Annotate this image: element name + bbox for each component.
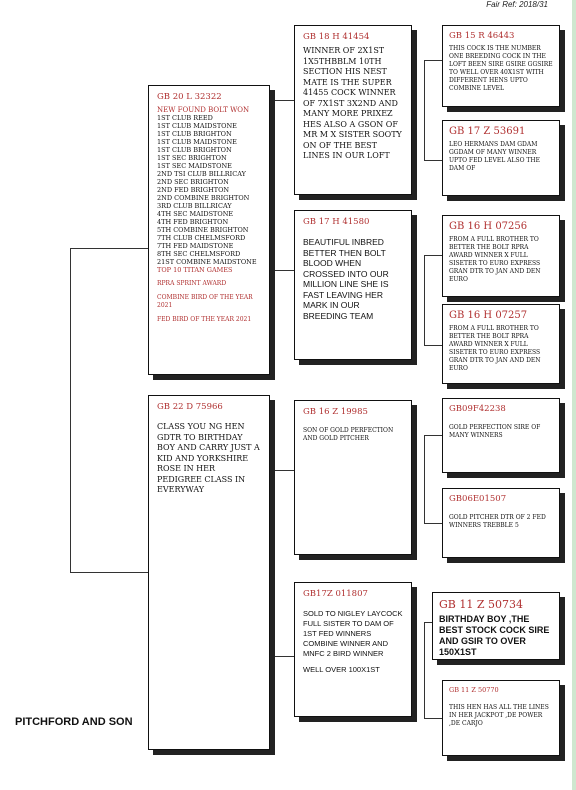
connector-sd-h [270, 270, 294, 271]
sss-id: GB 15 R 46443 [449, 31, 515, 41]
result-item: 7TH FED MAIDSTONE [157, 242, 234, 250]
dam-text: CLASS YOU NG HEN GDTR TO BIRTHDAY BOY AND CARRY JUST A KID AND YORKSHIRE ROSE IN HER PEDIGREE CLASS IN EVERYWAY [157, 422, 260, 494]
sdd-id: GB 16 H 07257 [449, 310, 528, 321]
sire-award-3: FED BIRD OF THE YEAR 2021 [157, 316, 252, 323]
connector-sire-h [70, 248, 148, 249]
result-item: 2ND TSI CLUB BILLRICAY [157, 170, 246, 178]
result-item: 2ND FED BRIGHTON [157, 186, 230, 194]
dds-card [432, 592, 560, 660]
result-item: 4TH FED BRIGHTON [157, 218, 229, 226]
sdd-card [442, 304, 560, 384]
result-item: 4TH SEC MAIDSTONE [157, 210, 234, 218]
sss-text: THIS COCK IS THE NUMBER ONE BREEDING COCK IN THE LOFT BEEN SIRE GSIRE GGSIRE TO WELL OVER 40X1ST WITH DIFFERENT HENS UPTO COMBINE LEVEL [449, 45, 553, 92]
connector-bracket-dam [270, 470, 271, 656]
connector-ddd-h [424, 718, 442, 719]
result-item: 1ST SEC MAIDSTONE [157, 162, 232, 170]
fair-ref: Fair Ref: 2018/31 [486, 0, 548, 9]
sds-text: FROM A FULL BROTHER TO BETTER THE BOLT RPRA AWARD WINNER X FULL SISETER TO EURO EXPRESS GRAN DTR TO JAN AND DEN EURO [449, 236, 541, 283]
sdd-text: FROM A FULL BROTHER TO BETTER THE BOLT RPRA AWARD WINNER X FULL SISETER TO EURO EXPRESS GRAN DTR TO JAN AND DEN EURO [449, 325, 541, 372]
sire-card [148, 85, 270, 375]
ss-id: GB 18 H 41454 [303, 32, 370, 42]
dd-id: GB17Z 011807 [303, 589, 368, 599]
result-item: 1ST CLUB MAIDSTONE [157, 122, 237, 130]
ds-text: SON OF GOLD PERFECTION AND GOLD PITCHER [303, 427, 394, 442]
ss-text: WINNER OF 2X1ST 1X5THBBLM 10TH SECTION HIS NEST MATE IS THE SUPER 41455 COCK WINNER OF 7X1ST 3X2ND AND MANY MORE PRIXEZ HES ALSO A GSON OF MR M X SISTER SOOTY ON OF THE BEST LINES IN OUR LOFT [303, 46, 402, 160]
connector-ssd-h [424, 160, 442, 161]
connector-bracket-sire [270, 100, 271, 270]
sire-award-1: RPRA SPRINT AWARD [157, 280, 227, 287]
sds-id: GB 16 H 07256 [449, 221, 528, 232]
connector-ds-h [270, 470, 294, 471]
dds-text: BIRTHDAY BOY ,THE BEST STOCK COCK SIRE AND GSIR TO OVER 150X1ST [439, 614, 550, 657]
dd-card [294, 582, 412, 717]
sds-card [442, 215, 560, 297]
sire-intro: NEW FOUND BOLT WON [157, 106, 250, 114]
result-item: 2ND COMBINE BRIGHTON [157, 194, 250, 202]
ssd-text: LEO HERMANS DAM GDAM GGDAM OF MANY WINNER UPTO FED LEVEL ALSO THE DAM OF [449, 141, 541, 172]
sire-award-2: COMBINE BIRD OF THE YEAR 2021 [157, 294, 253, 309]
result-item: 1ST CLUB MAIDSTONE [157, 138, 237, 146]
ss-card [294, 25, 412, 195]
connector-sdd-h [424, 345, 442, 346]
result-item: 3RD CLUB BILLRICAY [157, 202, 232, 210]
ddd-card [442, 680, 560, 756]
result-item: 1ST CLUB REED [157, 114, 213, 122]
dds-id: GB 11 Z 50734 [439, 598, 523, 611]
ddd-text: THIS HEN HAS ALL THE LINES IN HER JACKPOT ,DE POWER ,DE CARJO [449, 704, 549, 727]
dd-text2: WELL OVER 100X1ST [303, 665, 380, 674]
dss-text: GOLD PERFECTION SIRE OF MANY WINNERS [449, 424, 541, 439]
dss-id: GB09F42238 [449, 404, 506, 414]
dd-text: SOLD TO NIGLEY LAYCOCK FULL SISTER TO DAM OF 1ST FED WINNERS COMBINE WINNER AND MNFC 2 BIRD WINNER [303, 609, 403, 658]
connector-bracket-ds [424, 435, 425, 523]
connector-bracket-dd [424, 622, 425, 718]
result-item: 8TH SEC CHELMSFORD [157, 250, 241, 258]
ds-id: GB 16 Z 19985 [303, 407, 368, 417]
dam-card [148, 395, 270, 750]
dsd-text: GOLD PITCHER DTR OF 2 FED WINNERS TREBBLE 5 [449, 514, 546, 529]
connector-bracket-sd [424, 255, 425, 345]
result-item: 7TH CLUB CHELMSFORD [157, 234, 246, 242]
ssd-id: GB 17 Z 53691 [449, 126, 526, 137]
connector-ss-h [270, 100, 294, 101]
result-item: 21ST COMBINE MAIDSTONE [157, 258, 257, 266]
loft-name: PITCHFORD AND SON [15, 716, 133, 728]
sire-results [157, 114, 261, 266]
ssd-card [442, 120, 560, 196]
dam-id: GB 22 D 75966 [157, 402, 223, 412]
connector-dd-h [270, 656, 294, 657]
sd-id: GB 17 H 41580 [303, 217, 370, 227]
sd-card [294, 210, 412, 360]
connector-dsd-h [424, 523, 442, 524]
connector-bracket-ss [424, 60, 425, 160]
right-edge-strip [572, 0, 576, 790]
dss-card [442, 398, 560, 473]
dsd-card [442, 488, 560, 558]
dsd-id: GB06E01507 [449, 494, 507, 504]
sire-id: GB 20 L 32322 [157, 92, 222, 102]
sd-text: BEAUTIFUL INBRED BETTER THEN BOLT BLOOD WHEN CROSSED INTO OUR MILLION LINE SHE IS FAST LEAVING HER MARK IN OUR BREEDING TEAM [303, 237, 389, 321]
connector-dam-h [70, 572, 148, 573]
ddd-id: GB 11 Z 50770 [449, 686, 499, 694]
ds-card [294, 400, 412, 555]
sss-card [442, 25, 560, 107]
result-item: 1ST CLUB BRIGHTON [157, 130, 232, 138]
connector-bracket-main [70, 248, 71, 573]
connector-sds-h [424, 255, 442, 256]
connector-dss-h [424, 435, 442, 436]
result-item: 5TH COMBINE BRIGHTON [157, 226, 249, 234]
result-item: 1ST CLUB BRIGHTON [157, 146, 232, 154]
result-item: 1ST SEC BRIGHTON [157, 154, 227, 162]
connector-sss-h [424, 60, 442, 61]
result-item: 2ND SEC BRIGHTON [157, 178, 229, 186]
sire-top10: TOP 10 TITAN GAMES [157, 266, 233, 274]
